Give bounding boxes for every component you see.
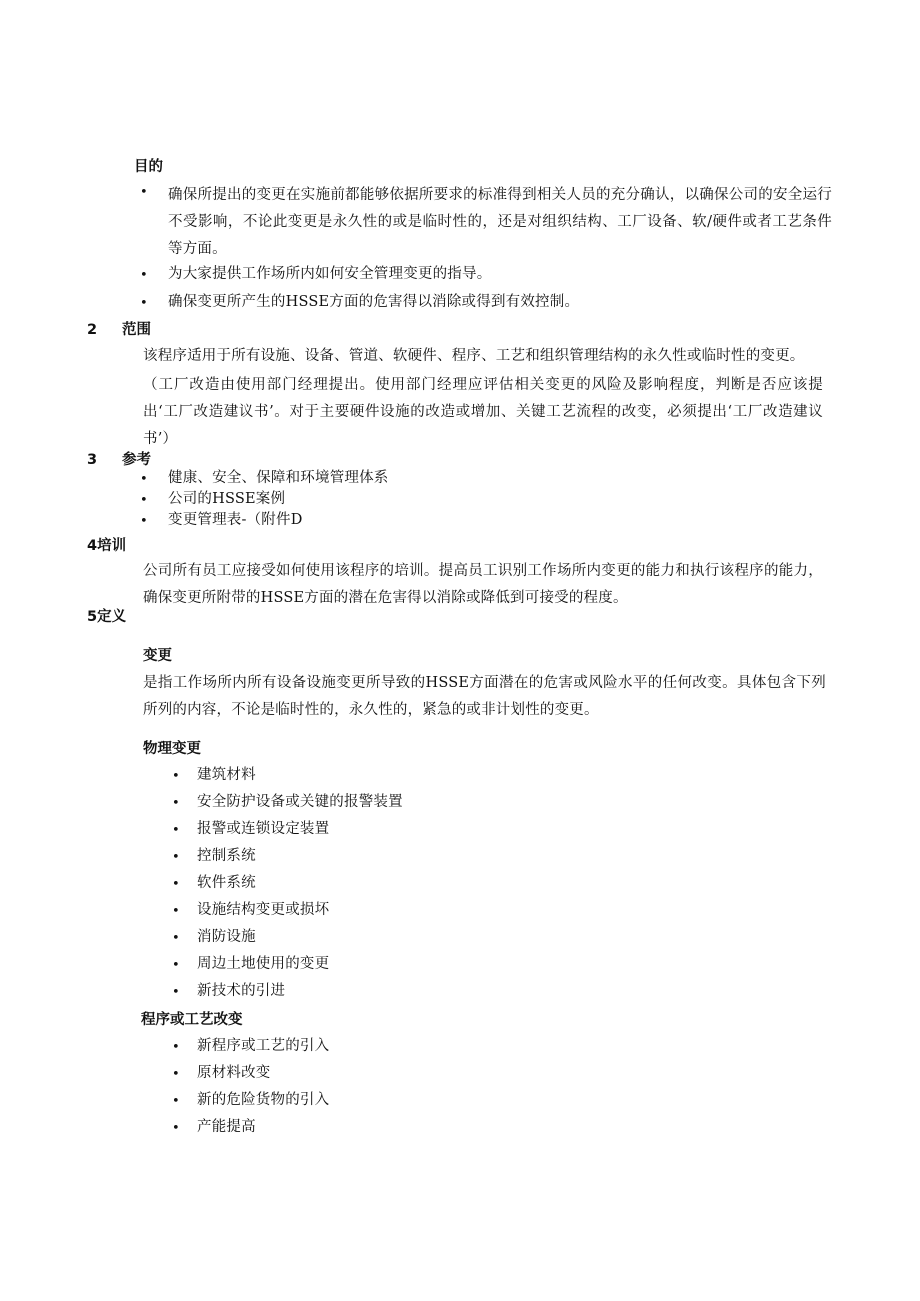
bullet-symbol: • <box>140 185 148 200</box>
bullet-symbol: • <box>140 268 148 283</box>
purpose-bullet-2: 为大家提供工作场所内如何安全管理变更的指导。 <box>168 266 492 282</box>
bullet-symbol: • <box>140 472 148 487</box>
bullet-symbol: • <box>140 296 148 311</box>
bullet-symbol: • <box>140 493 148 508</box>
physical-item: 软件系统 <box>197 875 256 891</box>
bullet-symbol: • <box>172 1121 180 1136</box>
physical-item: 控制系统 <box>197 848 256 864</box>
physical-item: 安全防护设备或关键的报警装置 <box>197 794 403 810</box>
purpose-bullet-3: 确保变更所产生的HSSE方面的危害得以消除或得到有效控制。 <box>168 294 580 310</box>
reference-item-1: 健康、安全、保障和环境管理体系 <box>168 470 389 486</box>
bullet-symbol: • <box>172 769 180 784</box>
physical-item: 设施结构变更或损坏 <box>197 902 330 918</box>
physical-item: 建筑材料 <box>197 767 256 783</box>
bullet-symbol: • <box>140 514 148 529</box>
definition-change-paragraph: 是指工作场所内所有设备设施变更所导致的HSSE方面潜在的危害或风险水平的任何改变。具体包含下列所列的内容，不论是临时性的，永久性的，紧急的或非计划性的变更。 <box>143 675 826 718</box>
physical-item: 消防设施 <box>197 929 256 945</box>
section-title-scope: 范围 <box>122 322 151 338</box>
physical-change-title: 物理变更 <box>143 741 201 757</box>
scope-paragraph-1: 该程序适用于所有设施、设备、管道、软硬件、程序、工艺和组织管理结构的永久性或临时性的变更。 <box>143 348 805 364</box>
bullet-symbol: • <box>172 1067 180 1082</box>
bullet-symbol: • <box>172 958 180 973</box>
bullet-symbol: • <box>172 877 180 892</box>
physical-item: 周边土地使用的变更 <box>197 956 330 972</box>
bullet-symbol: • <box>172 985 180 1000</box>
section-title-definition: 5定义 <box>87 609 127 625</box>
section-title-training: 4培训 <box>87 538 127 554</box>
section-number-reference: 3 <box>87 452 98 468</box>
bullet-symbol: • <box>172 1094 180 1109</box>
section-title-purpose: 目的 <box>134 159 163 175</box>
section-title-reference: 参考 <box>122 452 151 468</box>
process-item: 产能提高 <box>197 1119 256 1135</box>
bullet-symbol: • <box>172 850 180 865</box>
physical-item: 报警或连锁设定装置 <box>197 821 330 837</box>
bullet-symbol: • <box>172 904 180 919</box>
scope-paragraph-2: （工厂改造由使用部门经理提出。使用部门经理应评估相关变更的风险及影响程度，判断是否应该提出‘工厂改造建议书’。对于主要硬件设施的改造或增加、关键工艺流程的改变，必须提出‘工厂改造建议书’） <box>143 377 823 447</box>
bullet-symbol: • <box>172 1040 180 1055</box>
process-item: 新的危险货物的引入 <box>197 1092 330 1108</box>
definition-change-title: 变更 <box>143 648 172 664</box>
process-change-title: 程序或工艺改变 <box>141 1012 243 1028</box>
section-number-scope: 2 <box>87 322 98 338</box>
training-paragraph: 公司所有员工应接受如何使用该程序的培训。提高员工识别工作场所内变更的能力和执行该程序的能力，确保变更所附带的HSSE方面的潜在危害得以消除或降低到可接受的程度。 <box>143 563 823 606</box>
purpose-bullet-1: 确保所提出的变更在实施前都能够依据所要求的标准得到相关人员的充分确认，以确保公司的安全运行不受影响，不论此变更是永久性的或是临时性的，还是对组织结构、工厂设备、软/硬件或者工艺条件等方面。 <box>168 187 832 257</box>
bullet-symbol: • <box>172 796 180 811</box>
reference-item-2: 公司的HSSE案例 <box>168 491 286 507</box>
reference-item-3: 变更管理表-（附件D <box>168 512 303 528</box>
process-item: 新程序或工艺的引入 <box>197 1038 330 1054</box>
physical-item: 新技术的引进 <box>197 983 286 999</box>
process-item: 原材料改变 <box>197 1065 271 1081</box>
bullet-symbol: • <box>172 931 180 946</box>
bullet-symbol: • <box>172 823 180 838</box>
